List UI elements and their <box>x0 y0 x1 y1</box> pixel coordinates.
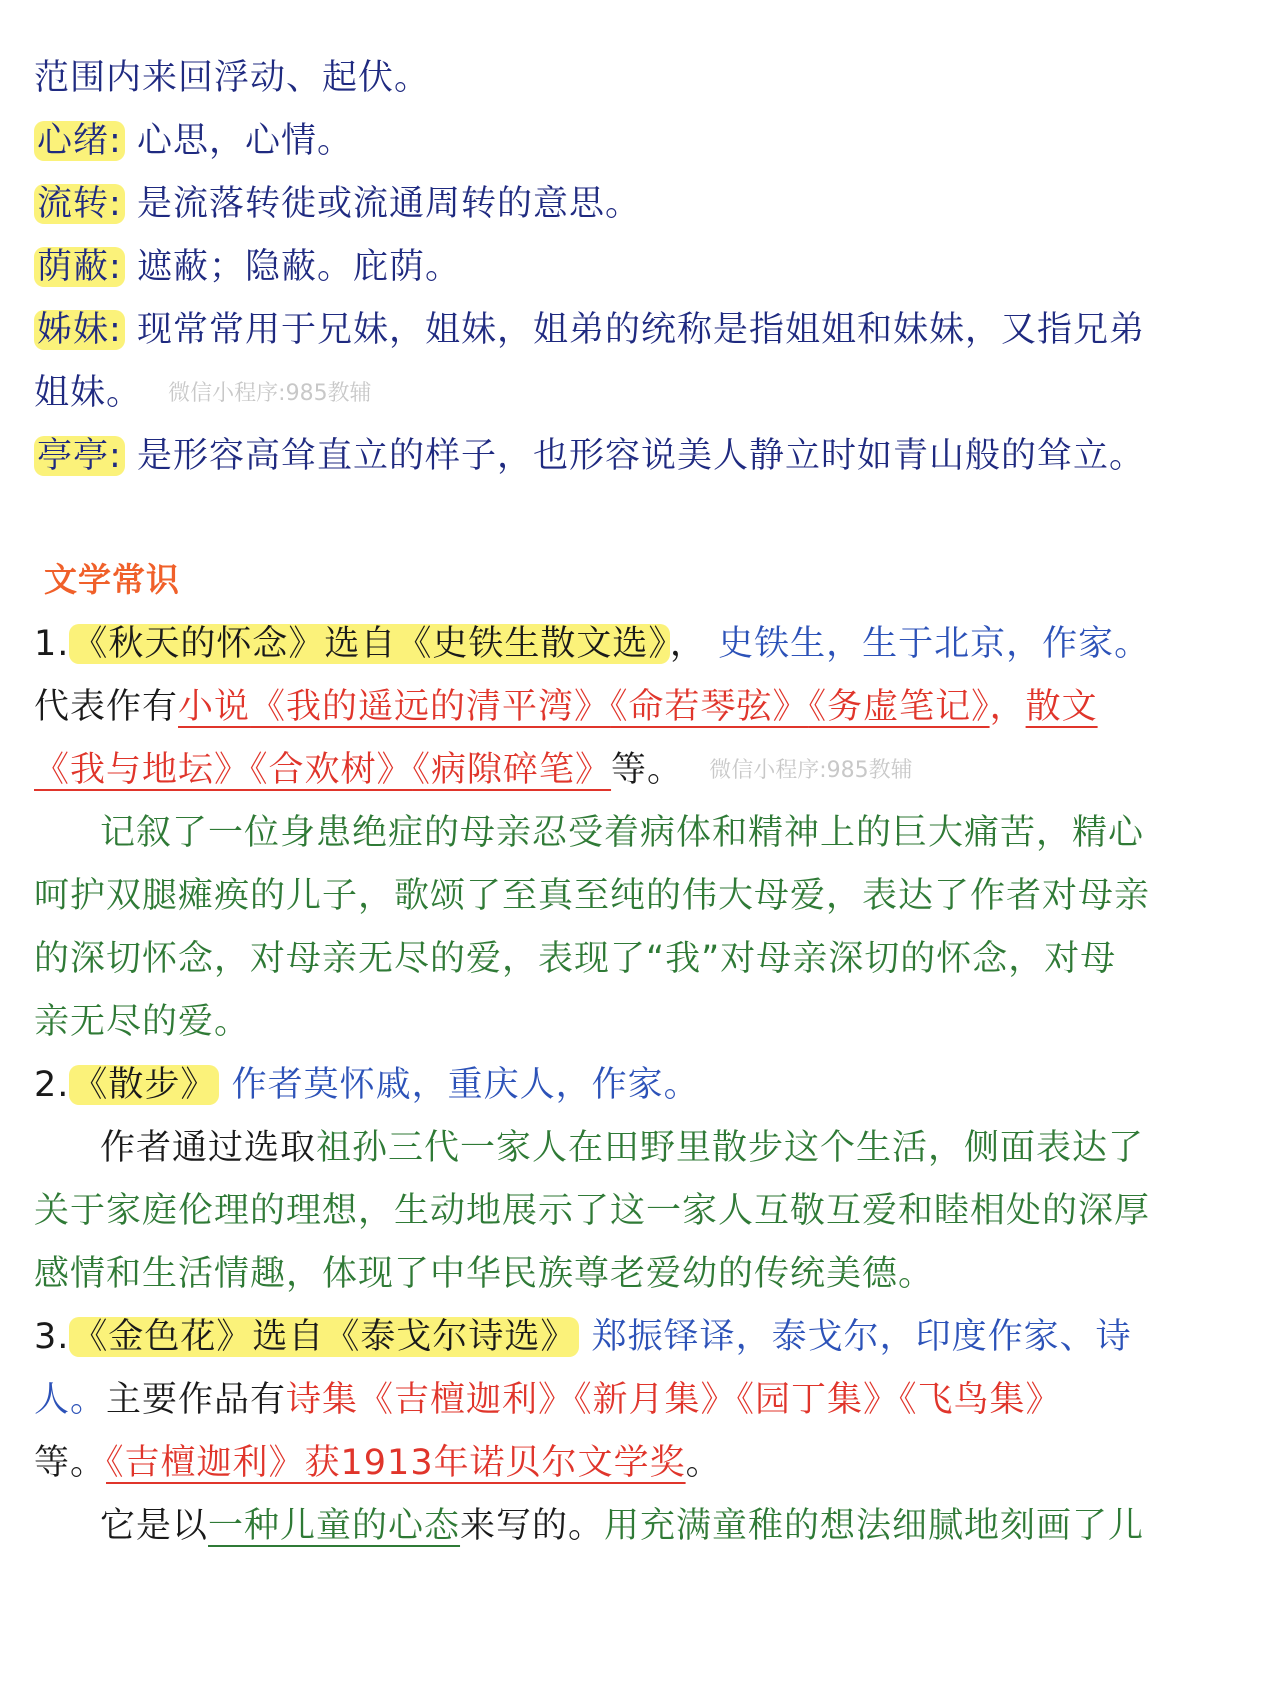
item1-line2 <box>34 683 1257 731</box>
item1-summary-line3 <box>34 935 1257 983</box>
summary-text: 的深切怀念，对母亲无尽的爱，表现了“我”对母亲深切的怀念，对母 <box>34 939 1117 979</box>
item3-line2 <box>34 1376 1257 1424</box>
item1-summary-line2 <box>34 872 1257 920</box>
punctuation: 。 <box>685 1443 722 1483</box>
summary-highlight: 一种儿童的心态 <box>208 1506 461 1546</box>
item3-line3 <box>34 1439 1257 1487</box>
item-number: 2. <box>34 1065 70 1105</box>
work-novel-2: 《命若琴弦》 <box>610 687 809 727</box>
genre-novel: 小说 <box>178 687 251 727</box>
work-essay-1: 《我与地坛》 <box>34 750 251 790</box>
work-title: 《金色花》选自《泰戈尔诗选》 <box>69 1317 579 1357</box>
item1-line1 <box>34 620 1257 668</box>
vocab-entry-zimei-cont <box>34 369 1257 418</box>
author-info: 作者莫怀戚，重庆人，作家。 <box>231 1065 700 1105</box>
vocab-term: 荫蔽: <box>34 247 125 287</box>
vocab-term: 亭亭: <box>34 436 125 476</box>
work-novel-1: 《我的遥远的清平湾》 <box>250 687 611 727</box>
vocab-definition: 心思，心情。 <box>136 121 353 161</box>
work-title: 《秋天的怀念》选自《史铁生散文选》 <box>69 624 670 664</box>
vocab-definition: 是形容高耸直立的样子，也形容说美人静立时如青山般的耸立。 <box>136 436 1145 476</box>
award-info: 《吉檀迦利》获1913年诺贝尔文学奖 <box>106 1443 686 1483</box>
punctuation: ， <box>989 687 1026 727</box>
item3-line1 <box>34 1313 1257 1361</box>
etc-text: 等。 <box>611 750 684 790</box>
vocab-entry-zimei <box>34 306 1257 354</box>
work-essay-3: 《病隙碎笔》 <box>412 750 612 790</box>
vocab-definition: 现常常用于兄妹，姐妹，姐弟的统称是指姐姐和妹妹，又指兄弟 <box>136 310 1145 350</box>
item1-line3 <box>34 746 1257 795</box>
item1-summary-line1 <box>100 809 1257 857</box>
section-title: 文学常识 <box>44 560 180 599</box>
vocab-definition: 遮蔽；隐蔽。庇荫。 <box>136 247 461 287</box>
author-info: 郑振铎译，泰戈尔，印度作家、诗 <box>591 1317 1132 1357</box>
vocab-entry-xinxu <box>34 117 1257 165</box>
item-number: 3. <box>34 1317 70 1357</box>
summary-text: 关于家庭伦理的理想，生动地展示了这一家人互敬互爱和睦相处的深厚 <box>34 1191 1151 1231</box>
work-essay-2: 《合欢树》 <box>250 750 413 790</box>
major-works-label: 主要作品有 <box>106 1380 287 1420</box>
item2-summary-line3 <box>34 1250 1257 1298</box>
vocab-term: 姊妹: <box>34 310 125 350</box>
representative-works-label: 代表作有 <box>34 687 179 727</box>
item2-summary-line1 <box>100 1124 1257 1172</box>
summary-text: 作者通过选取 <box>100 1128 317 1168</box>
author-info-cont: 人。 <box>34 1380 107 1420</box>
vocab-term: 心绪: <box>34 121 125 161</box>
summary-text: 用充满童稚的想法细腻地刻画了儿 <box>604 1506 1145 1546</box>
vocab-entry-liuzhuan <box>34 180 1257 228</box>
major-works: 诗集《吉檀迦利》《新月集》《园丁集》《飞鸟集》 <box>286 1380 1062 1420</box>
item2-line1 <box>34 1061 1257 1109</box>
watermark: 微信小程序:985教辅 <box>168 381 372 406</box>
vocab-definition-cont: 姐妹。 <box>34 373 143 413</box>
vocab-definition: 是流落转徙或流通周转的意思。 <box>136 184 641 224</box>
summary-text: 呵护双腿瘫痪的儿子，歌颂了至真至纯的伟大母爱，表达了作者对母亲 <box>34 876 1151 916</box>
item3-summary-line1 <box>100 1502 1257 1550</box>
work-novel-3: 《务虚笔记》 <box>808 687 990 727</box>
etc-text: 等。 <box>34 1443 107 1483</box>
punctuation: ， <box>669 624 706 664</box>
work-title: 《散步》 <box>69 1065 219 1105</box>
summary-text: 亲无尽的爱。 <box>34 1002 251 1042</box>
vocab-line-continuation <box>34 54 1257 102</box>
author-info: 史铁生，生于北京，作家。 <box>718 624 1151 664</box>
watermark: 微信小程序:985教辅 <box>709 758 913 783</box>
item1-summary-line4 <box>34 998 1257 1046</box>
genre-essay: 散文 <box>1025 687 1098 727</box>
summary-text: 祖孙三代一家人在田野里散步这个生活，侧面表达了 <box>316 1128 1145 1168</box>
item2-summary-line2 <box>34 1187 1257 1235</box>
summary-text: 感情和生活情趣，体现了中华民族尊老爱幼的传统美德。 <box>34 1254 935 1294</box>
vocab-entry-tingting <box>34 432 1257 480</box>
vocab-term: 流转: <box>34 184 125 224</box>
vocab-continuation-text: 范围内来回浮动、起伏。 <box>34 58 431 98</box>
summary-text: 记叙了一位身患绝症的母亲忍受着病体和精神上的巨大痛苦，精心 <box>100 813 1145 853</box>
item-number: 1. <box>34 624 70 664</box>
summary-text: 它是以 <box>100 1506 209 1546</box>
vocab-entry-yinbi <box>34 243 1257 291</box>
summary-text: 来写的。 <box>460 1506 605 1546</box>
